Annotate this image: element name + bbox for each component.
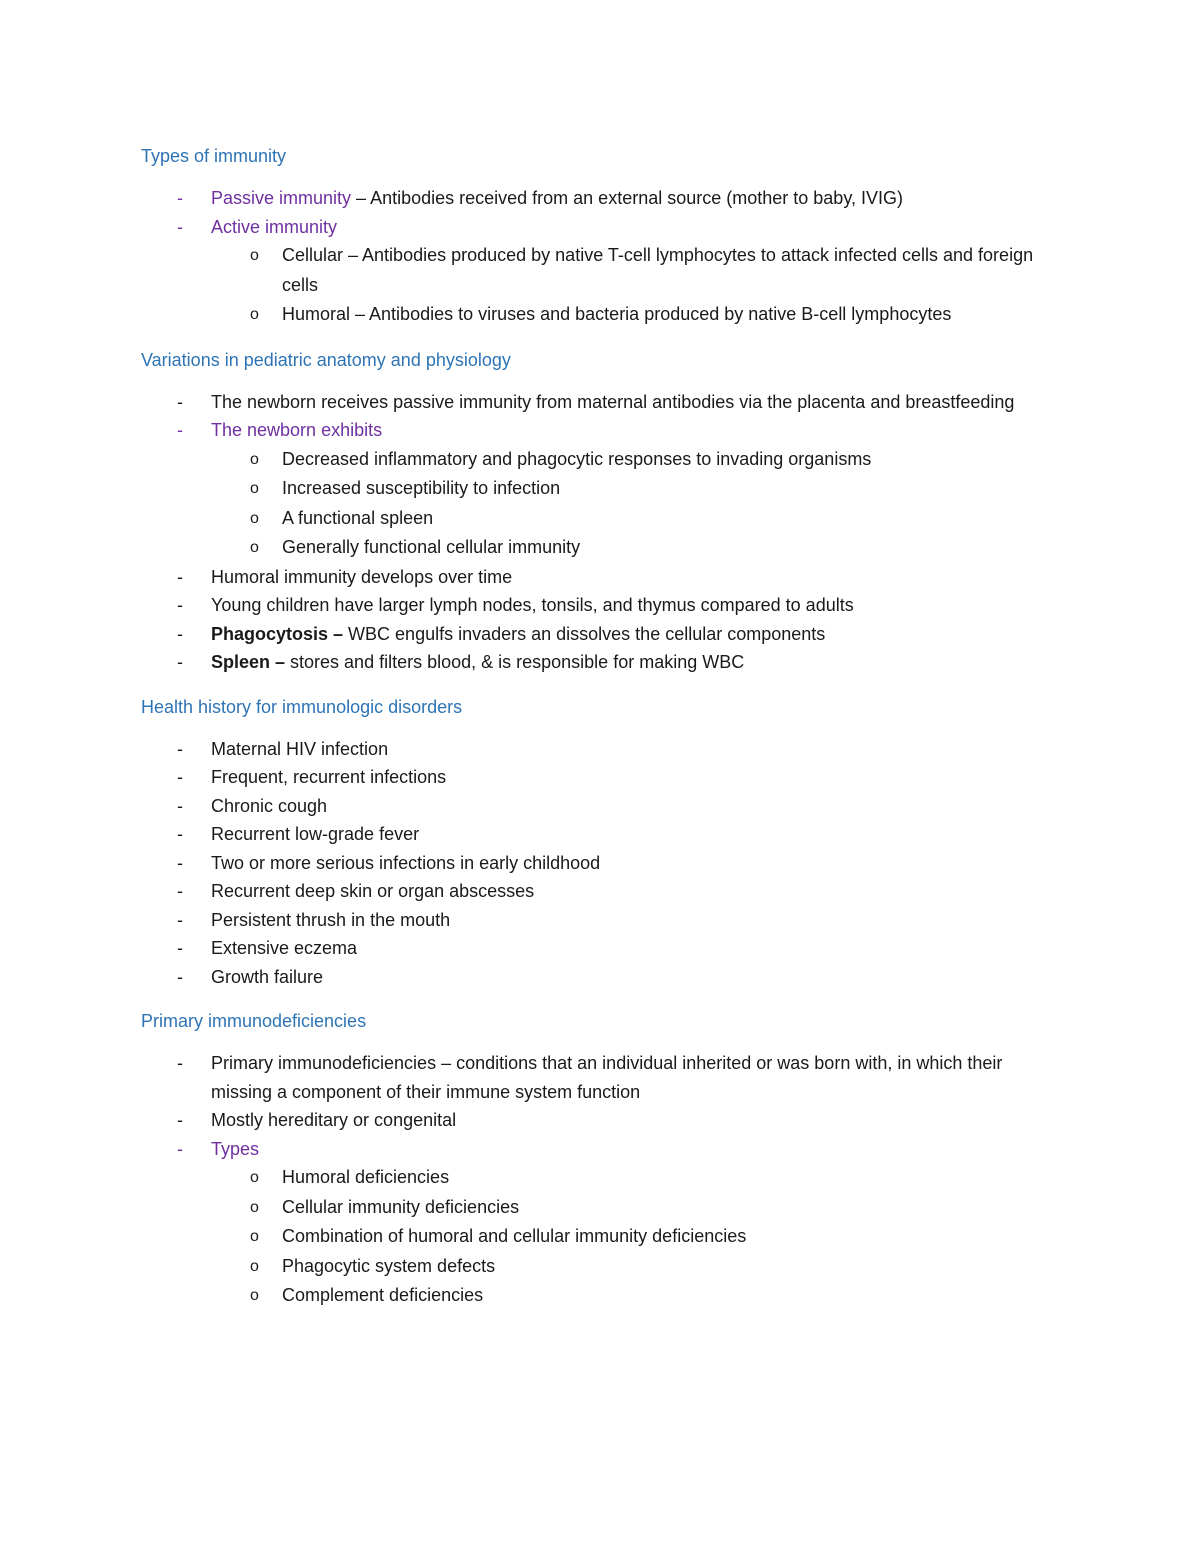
phagocytosis-label: Phagocytosis – <box>211 623 344 644</box>
circle-bullet: o <box>250 450 259 468</box>
circle-bullet: o <box>250 509 259 527</box>
dash-bullet: - <box>177 909 183 930</box>
passive-immunity-text: – Antibodies received from an external source (mother to baby, IVIG) <box>351 188 903 208</box>
heading-primary-immunodeficiencies: Primary immunodeficiencies <box>141 1011 367 1031</box>
dash-bullet: - <box>177 767 183 787</box>
section-types-of-immunity <box>141 142 1061 330</box>
sub-item-type <box>141 1163 1061 1193</box>
type-text: Phagocytic system defects <box>282 1255 496 1276</box>
list-item-young-children <box>141 591 1061 620</box>
type-text: Combination of humoral and cellular immunity deficiencies <box>282 1226 747 1246</box>
newborn-exhibits-label: The newborn exhibits <box>211 420 383 440</box>
sub-item-type <box>141 1222 1061 1252</box>
circle-bullet: o <box>250 1169 259 1186</box>
passive-immunity-label: Passive immunity <box>211 188 352 208</box>
type-text: Cellular immunity deficiencies <box>282 1196 520 1217</box>
section-variations <box>141 346 1061 677</box>
sub-item-exhibit <box>141 533 1061 563</box>
dash-bullet: - <box>177 824 183 844</box>
list-item-phagocytosis <box>141 620 1061 649</box>
dash-bullet: - <box>177 938 183 958</box>
exhibit-text: Increased susceptibility to infection <box>282 478 561 498</box>
sub-item-type <box>141 1252 1061 1282</box>
history-text: Recurrent deep skin or organ abscesses <box>211 881 535 901</box>
document-body <box>141 142 1061 1327</box>
list-item-spleen <box>141 648 1061 677</box>
section-health-history <box>141 693 1061 992</box>
list-item-humoral-develops <box>141 563 1061 592</box>
list-item-history <box>141 735 1061 764</box>
active-immunity-label: Active immunity <box>211 216 338 237</box>
dash-bullet: - <box>177 188 183 208</box>
list-item-history <box>141 849 1061 878</box>
list-item-history <box>141 763 1061 792</box>
list-item-history <box>141 906 1061 935</box>
circle-bullet: o <box>250 1287 259 1304</box>
list-item-history <box>141 963 1061 992</box>
circle-bullet: o <box>250 480 259 497</box>
dash-bullet: - <box>177 1053 183 1073</box>
history-text: Two or more serious infections in early childhood <box>211 852 601 873</box>
sub-item-humoral <box>141 300 1061 330</box>
heading-health-history: Health history for immunologic disorders <box>141 696 463 717</box>
circle-bullet: o <box>250 1257 259 1275</box>
dash-bullet: - <box>177 738 183 759</box>
humoral-text: Humoral – Antibodies to viruses and bacteria produced by native B-cell lymphocytes <box>282 304 952 324</box>
young-children-text: Young children have larger lymph nodes, tonsils, and thymus compared to adults <box>211 595 854 615</box>
history-text: Recurrent low-grade fever <box>211 824 420 844</box>
list-item-history <box>141 820 1061 849</box>
list-item-hereditary <box>141 1106 1061 1135</box>
types-label: Types <box>211 1138 260 1159</box>
dash-bullet: - <box>177 1138 183 1159</box>
dash-bullet: - <box>177 595 183 615</box>
section-primary-immunodeficiencies <box>141 1007 1061 1311</box>
phagocytosis-text: WBC engulfs invaders an dissolves the cellular components <box>343 623 826 644</box>
primary-definition-text: Primary immunodeficiencies – conditions that an individual inherited or was born with, in which their missing a component of their immune system function <box>211 1053 1003 1102</box>
dash-bullet: - <box>177 566 183 587</box>
dash-bullet: - <box>177 966 183 987</box>
list-item-history <box>141 792 1061 821</box>
heading-variations: Variations in pediatric anatomy and physiology <box>141 349 511 370</box>
circle-bullet: o <box>250 247 259 264</box>
dash-bullet: - <box>177 1110 183 1130</box>
heading-types-of-immunity: Types of immunity <box>141 146 287 166</box>
hereditary-text: Mostly hereditary or congenital <box>211 1110 457 1130</box>
list-variations <box>141 388 1061 677</box>
list-item-newborn-passive <box>141 388 1061 417</box>
sub-item-type <box>141 1193 1061 1223</box>
list-item-primary-definition <box>141 1049 1061 1106</box>
type-text: Humoral deficiencies <box>282 1167 450 1187</box>
exhibit-text: Generally functional cellular immunity <box>282 537 581 557</box>
list-item-active-immunity <box>141 213 1061 242</box>
exhibit-text: Decreased inflammatory and phagocytic responses to invading organisms <box>282 448 872 469</box>
dash-bullet: - <box>177 652 183 672</box>
spleen-label: Spleen – <box>211 652 286 672</box>
list-item-newborn-exhibits <box>141 416 1061 445</box>
history-text: Growth failure <box>211 966 324 987</box>
history-text: Frequent, recurrent infections <box>211 767 447 787</box>
dash-bullet: - <box>177 852 183 873</box>
history-text: Chronic cough <box>211 795 328 816</box>
sub-item-cellular <box>141 241 1061 300</box>
sub-item-exhibit <box>141 504 1061 534</box>
dash-bullet: - <box>177 881 183 901</box>
sub-item-exhibit <box>141 474 1061 504</box>
dash-bullet: - <box>177 391 183 412</box>
sub-item-exhibit <box>141 445 1061 475</box>
exhibit-text: A functional spleen <box>282 507 434 528</box>
history-text: Extensive eczema <box>211 938 358 958</box>
list-item-history <box>141 934 1061 963</box>
list-item-history <box>141 877 1061 906</box>
spleen-text: stores and filters blood, & is responsible for making WBC <box>285 652 745 672</box>
circle-bullet: o <box>250 1198 259 1216</box>
list-item-passive-immunity <box>141 184 1061 213</box>
sub-item-type <box>141 1281 1061 1311</box>
list-health-history <box>141 735 1061 992</box>
history-text: Maternal HIV infection <box>211 738 389 759</box>
dash-bullet: - <box>177 216 183 237</box>
dash-bullet: - <box>177 623 183 644</box>
list-types-of-immunity <box>141 184 1061 330</box>
cellular-text: Cellular – Antibodies produced by native T-cell lymphocytes to attack infected cells and foreign cells <box>282 245 1034 295</box>
circle-bullet: o <box>250 1228 259 1245</box>
dash-bullet: - <box>177 795 183 816</box>
circle-bullet: o <box>250 306 259 323</box>
history-text: Persistent thrush in the mouth <box>211 909 451 930</box>
humoral-develops-text: Humoral immunity develops over time <box>211 566 513 587</box>
list-item-types <box>141 1135 1061 1164</box>
circle-bullet: o <box>250 539 259 556</box>
type-text: Complement deficiencies <box>282 1285 484 1305</box>
newborn-passive-text: The newborn receives passive immunity from maternal antibodies via the placenta and breastfeeding <box>211 391 1015 412</box>
dash-bullet: - <box>177 420 183 440</box>
list-primary-immunodeficiencies <box>141 1049 1061 1311</box>
